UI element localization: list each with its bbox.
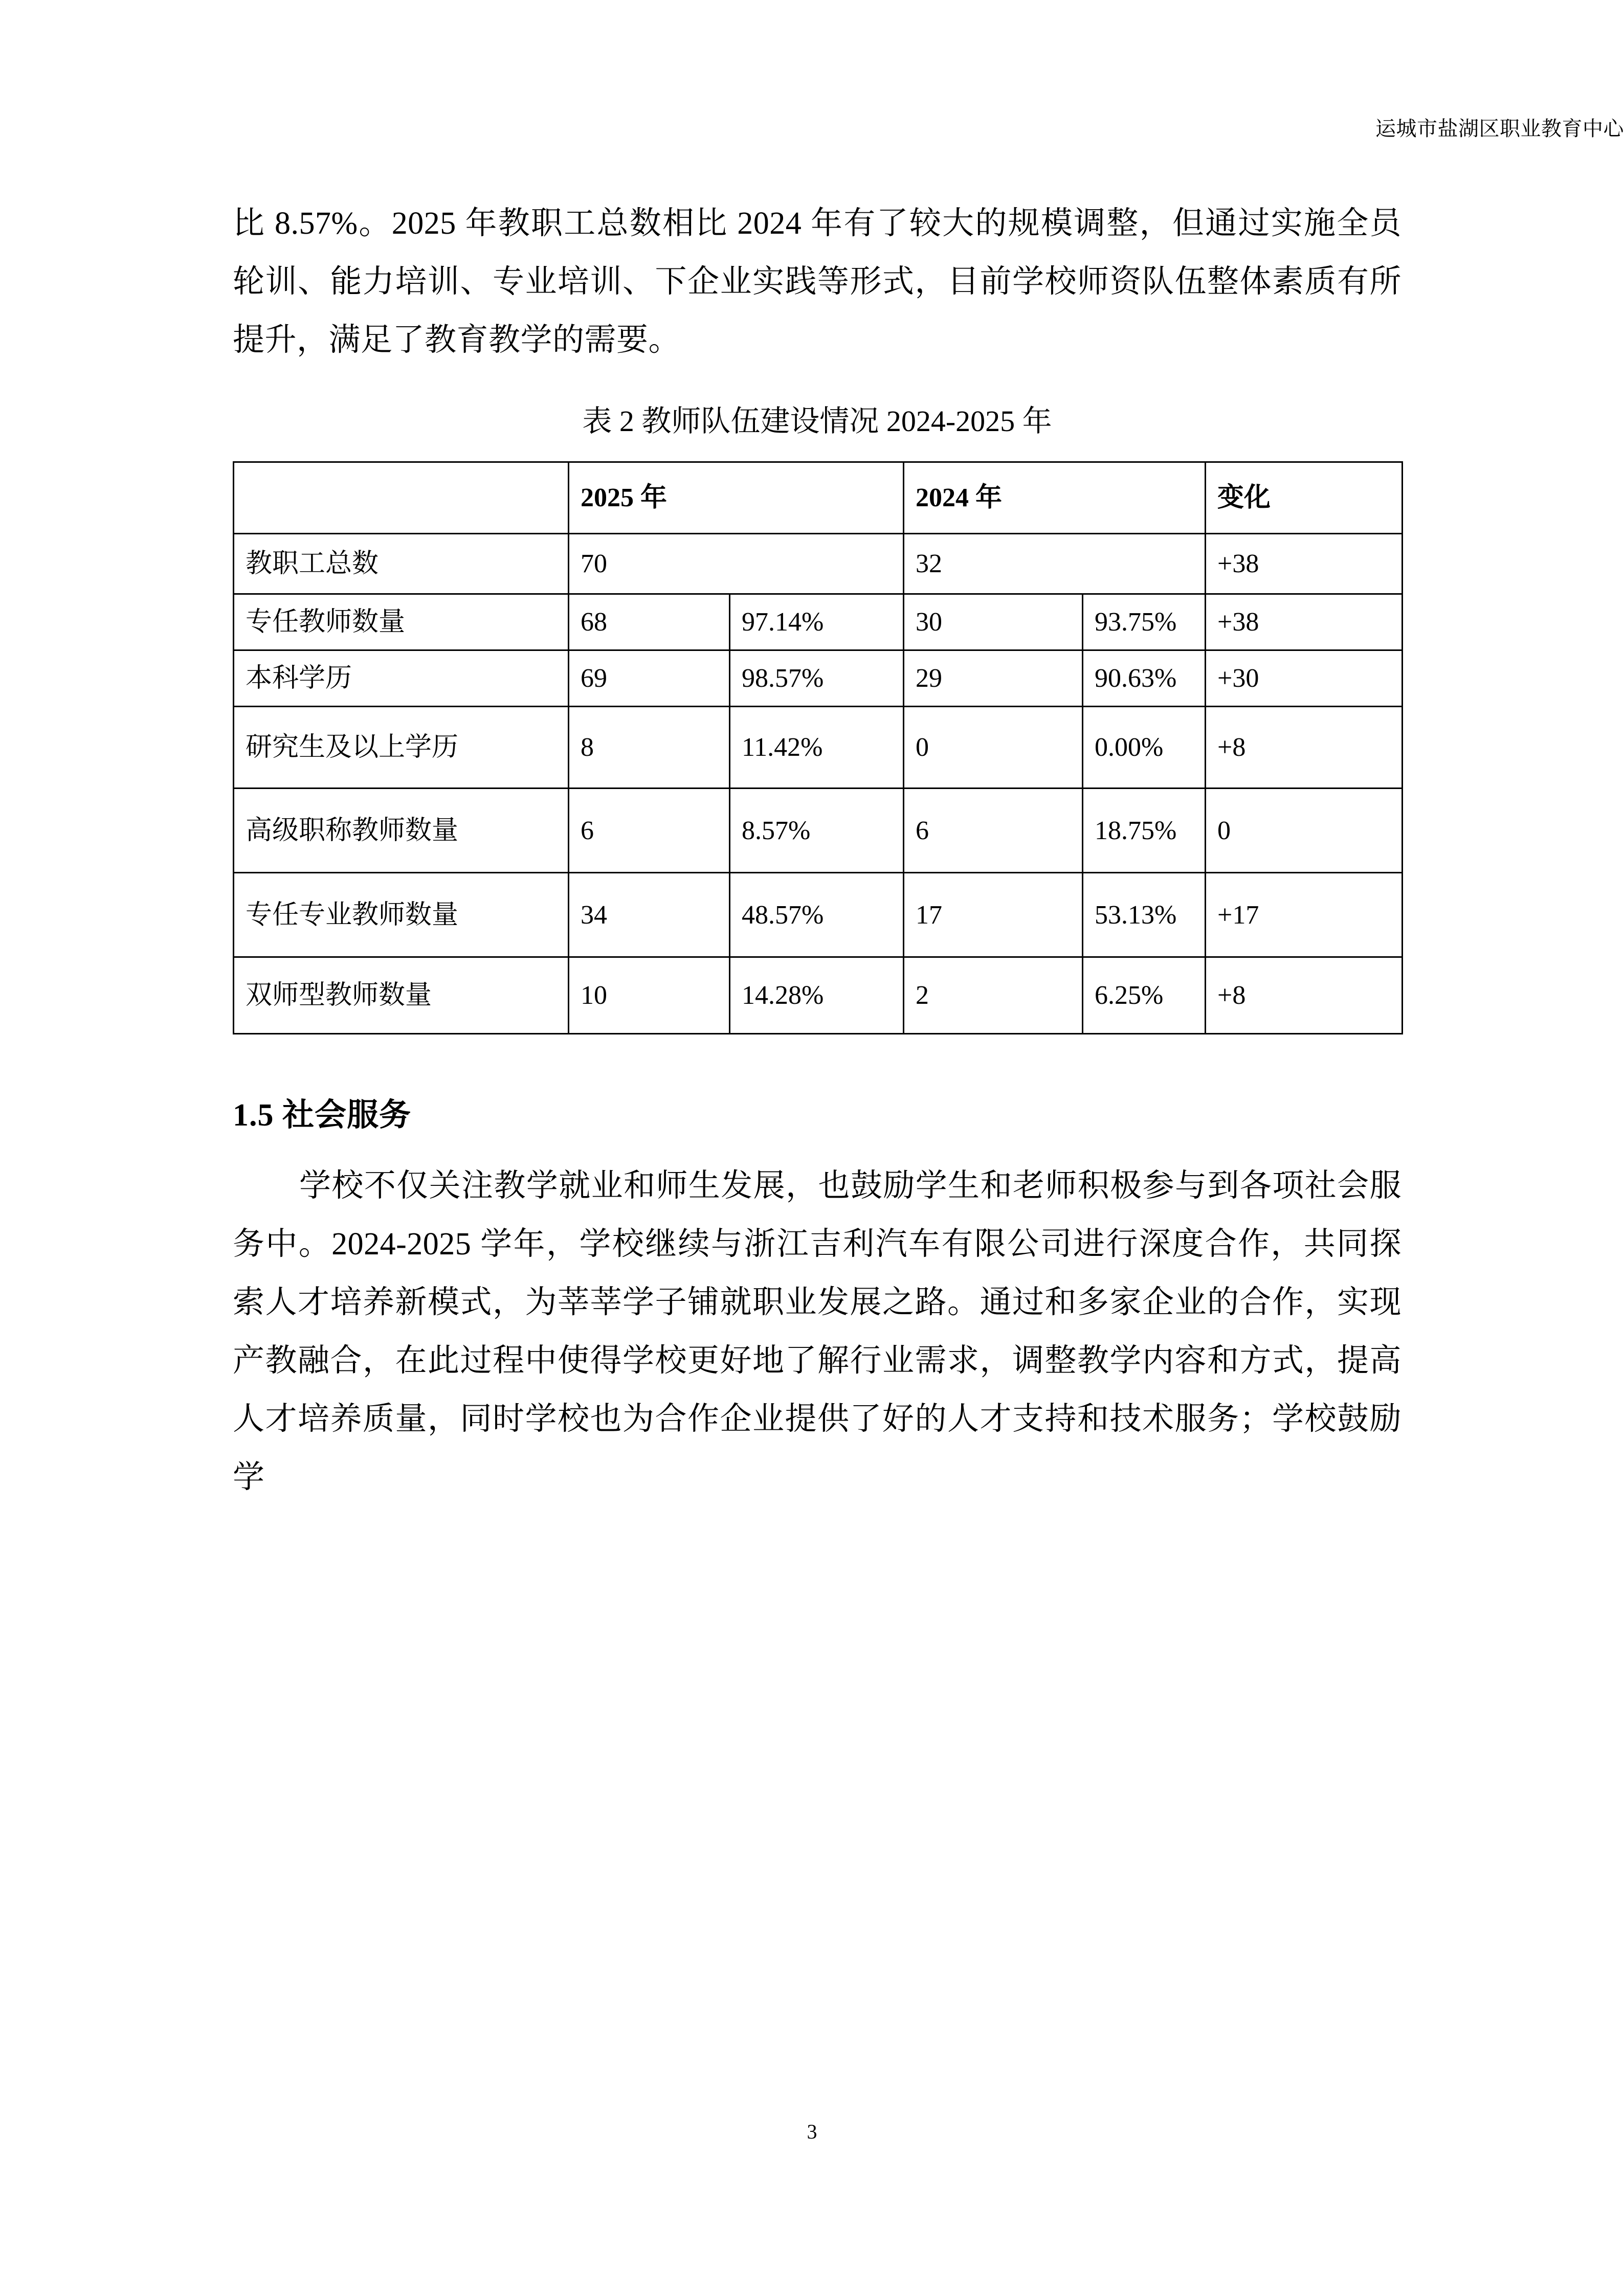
- table-header-year-2025: 2025 年: [569, 462, 904, 534]
- cell-change: +38: [1206, 534, 1403, 594]
- cell-value-2025: 6: [569, 789, 730, 873]
- table-header-year-2024: 2024 年: [904, 462, 1206, 534]
- cell-value-2025: 69: [569, 650, 730, 707]
- cell-value-2025: 34: [569, 873, 730, 957]
- cell-percent-2024: 6.25%: [1083, 957, 1206, 1034]
- table-row: [234, 594, 1403, 650]
- table-row: [234, 534, 1403, 594]
- table-row: [234, 789, 1403, 873]
- paragraph-teacher-team: 比 8.57%。2025 年教职工总数相比 2024 年有了较大的规模调整，但通过实施全员轮训、能力培训、专业培训、下企业实践等形式，目前学校师资队伍整体素质有所提升，满足了教育教学的需要。: [233, 206, 1401, 357]
- table-row: [234, 707, 1403, 789]
- cell-value-2025: 68: [569, 594, 730, 650]
- cell-percent-2025: 48.57%: [730, 873, 904, 957]
- table-caption: 表 2 教师队伍建设情况 2024-2025 年: [582, 404, 1052, 438]
- page-content: [233, 194, 1401, 1506]
- cell-label: 专任专业教师数量: [234, 873, 569, 957]
- cell-change: +8: [1206, 707, 1403, 789]
- cell-change: 0: [1206, 789, 1403, 873]
- cell-change: +38: [1206, 594, 1403, 650]
- cell-change: +17: [1206, 873, 1403, 957]
- cell-percent-2024: 90.63%: [1083, 650, 1206, 707]
- table-row: [234, 957, 1403, 1034]
- cell-change: +30: [1206, 650, 1403, 707]
- cell-change: +8: [1206, 957, 1403, 1034]
- running-header-org-name: 运城市盐湖区职业教育中心: [1375, 117, 1624, 140]
- cell-label: 专任教师数量: [234, 594, 569, 650]
- cell-label: 双师型教师数量: [234, 957, 569, 1034]
- section-heading-social-service: 1.5 社会服务: [233, 1098, 412, 1133]
- table-header-row: [234, 462, 1403, 534]
- cell-value-2025: 8: [569, 707, 730, 789]
- cell-percent-2024: 18.75%: [1083, 789, 1206, 873]
- teacher-team-table: [233, 461, 1403, 1034]
- paragraph-block: [233, 1157, 1401, 1506]
- cell-value-2024: 6: [904, 789, 1083, 873]
- cell-percent-2024: 93.75%: [1083, 594, 1206, 650]
- table-row: [234, 650, 1403, 707]
- cell-percent-2025: 97.14%: [730, 594, 904, 650]
- cell-label: 研究生及以上学历: [234, 707, 569, 789]
- cell-value-2024: 32: [904, 534, 1206, 594]
- cell-value-2024: 0: [904, 707, 1083, 789]
- page-number: 3: [807, 2120, 817, 2143]
- cell-value-2024: 30: [904, 594, 1083, 650]
- cell-value-2024: 2: [904, 957, 1083, 1034]
- cell-label: 本科学历: [234, 650, 569, 707]
- cell-label: 高级职称教师数量: [234, 789, 569, 873]
- cell-percent-2025: 8.57%: [730, 789, 904, 873]
- cell-value-2024: 17: [904, 873, 1083, 957]
- cell-percent-2025: 11.42%: [730, 707, 904, 789]
- table-header-label: [234, 462, 569, 534]
- cell-label: 教职工总数: [234, 534, 569, 594]
- paragraph-social-service: 学校不仅关注教学就业和师生发展，也鼓励学生和老师积极参与到各项社会服务中。2024-2025 学年，学校继续与浙江吉利汽车有限公司进行深度合作，共同探索人才培养新模式，为莘莘学子铺就职业发展之路。通过和多家企业的合作，实现产教融合，在此过程中使得学校更好地了解行业需求，调整教学内容和方式，提高人才培养质量，同时学校也为合作企业提供了好的人才支持和技术服务；学校鼓励学: [233, 1168, 1401, 1495]
- cell-value-2025: 10: [569, 957, 730, 1034]
- cell-value-2025: 70: [569, 534, 904, 594]
- cell-percent-2024: 53.13%: [1083, 873, 1206, 957]
- cell-value-2024: 29: [904, 650, 1083, 707]
- cell-percent-2025: 98.57%: [730, 650, 904, 707]
- table-header-change: 变化: [1206, 462, 1403, 534]
- table-row: [234, 873, 1403, 957]
- cell-percent-2025: 14.28%: [730, 957, 904, 1034]
- cell-percent-2024: 0.00%: [1083, 707, 1206, 789]
